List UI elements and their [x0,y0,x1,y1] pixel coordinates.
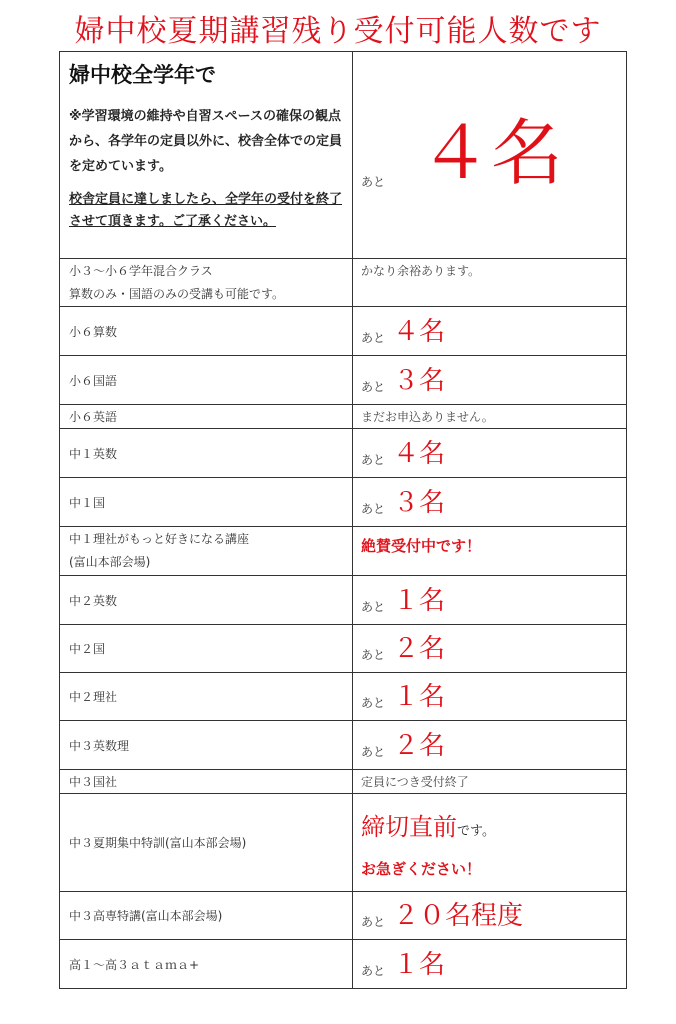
hurry-text: お急ぎください！ [361,859,482,878]
remaining-prefix: あと [361,696,386,710]
remaining-count: １名 [393,585,446,616]
course-label: 中３国社 [69,775,118,789]
status-cell [353,892,627,940]
course-label: 中１国 [69,495,106,510]
status-cell [353,673,627,721]
remaining-count: ２名 [393,634,446,664]
course-sublabel: (富山本部会場) [69,555,151,569]
remaining-prefix: あと [361,744,386,759]
remaining-count: ４名 [393,438,446,469]
table-row [60,576,627,625]
course-label: 小６算数 [69,324,118,339]
deadline-suffix: です。 [457,823,495,839]
status-text: 絶賛受付中です！ [361,537,482,555]
course-label-cell [60,673,353,721]
course-label-cell [60,576,353,625]
status-cell [353,405,627,429]
course-label: 小６英語 [69,410,118,424]
status-cell [353,770,627,794]
status-cell [353,259,627,307]
table-row [60,307,627,356]
course-label: 中１理社がもっと好きになる講座 [69,532,250,546]
table-row [60,405,627,429]
status-cell [353,794,627,892]
remaining-prefix: あと [361,330,386,345]
remaining-count: ３名 [393,365,446,396]
course-label: 中２理社 [69,690,118,704]
status-text: まだお申込ありません。 [361,410,494,424]
remaining-prefix: あと [361,599,386,614]
hero-heading: 婦中校全学年で [69,63,216,87]
course-label-cell [60,794,353,892]
hero-count-cell [353,52,627,259]
hero-cell [60,52,353,259]
course-label: 中１英数 [69,446,118,461]
status-cell [353,527,627,576]
course-label-cell [60,940,353,989]
course-label-cell [60,356,353,405]
availability-table [59,51,627,989]
status-cell [353,625,627,673]
remaining-prefix: あと [361,501,386,516]
status-text: かなり余裕あります。 [361,264,481,278]
table-row [60,625,627,673]
table-row [60,940,627,989]
status-cell [353,478,627,527]
table-row [60,429,627,478]
course-label: 高１〜高３ａｔａｍａ+ [69,957,200,972]
remaining-count: ２０名程度 [393,901,524,931]
course-label-cell [60,429,353,478]
course-label: 中２英数 [69,593,118,608]
status-cell [353,576,627,625]
course-label: 中３英数理 [69,738,130,753]
remaining-count: ３名 [393,487,446,518]
table-row [60,770,627,794]
deadline-text: 締切直前 [361,812,457,841]
table-row [60,259,627,307]
table-row [60,478,627,527]
remaining-count: １名 [393,682,446,712]
course-label-cell [60,307,353,356]
course-label-cell [60,892,353,940]
hero-count: ４名 [419,111,564,195]
page-title: 婦中校夏期講習残り受付可能人数です [74,14,602,49]
remaining-prefix: あと [361,175,386,189]
table-row [60,673,627,721]
course-label: 小３〜小６学年混合クラス [69,264,213,278]
status-cell [353,429,627,478]
remaining-prefix: あと [361,379,386,394]
status-text: 定員につき受付終了 [361,775,469,789]
course-label: 中３夏期集中特訓(富山本部会場) [69,836,247,850]
table-row [60,794,627,892]
hero-note: ※学習環境の維持や自習スペースの確保の観点から、各学年の定員以外に、校舎全体での定員を定めています。 [69,109,343,174]
remaining-count: １名 [393,949,446,980]
table-row [60,721,627,770]
status-cell [353,940,627,989]
remaining-count: ２名 [393,730,446,761]
course-label: 小６国語 [69,373,118,388]
course-label: 中３高専特講(富山本部会場) [69,909,223,923]
course-label-cell [60,478,353,527]
remaining-prefix: あと [361,648,386,662]
table-row [60,356,627,405]
remaining-prefix: あと [361,915,386,929]
course-label-cell [60,527,353,576]
table-row [60,892,627,940]
hero-warning: 校舎定員に達しましたら、全学年の受付を終了させて頂きます。ご了承ください。 [69,192,343,229]
course-sublabel: 算数のみ・国語のみの受講も可能です。 [69,287,285,301]
table-row [60,527,627,576]
status-cell [353,307,627,356]
course-label-cell [60,259,353,307]
remaining-prefix: あと [361,452,386,467]
course-label-cell [60,721,353,770]
remaining-prefix: あと [361,963,386,978]
course-label-cell [60,405,353,429]
course-label-cell [60,625,353,673]
status-cell [353,356,627,405]
course-label-cell [60,770,353,794]
status-cell [353,721,627,770]
course-label: 中２国 [69,642,106,656]
hero-row [60,52,627,259]
remaining-count: ４名 [393,316,446,347]
